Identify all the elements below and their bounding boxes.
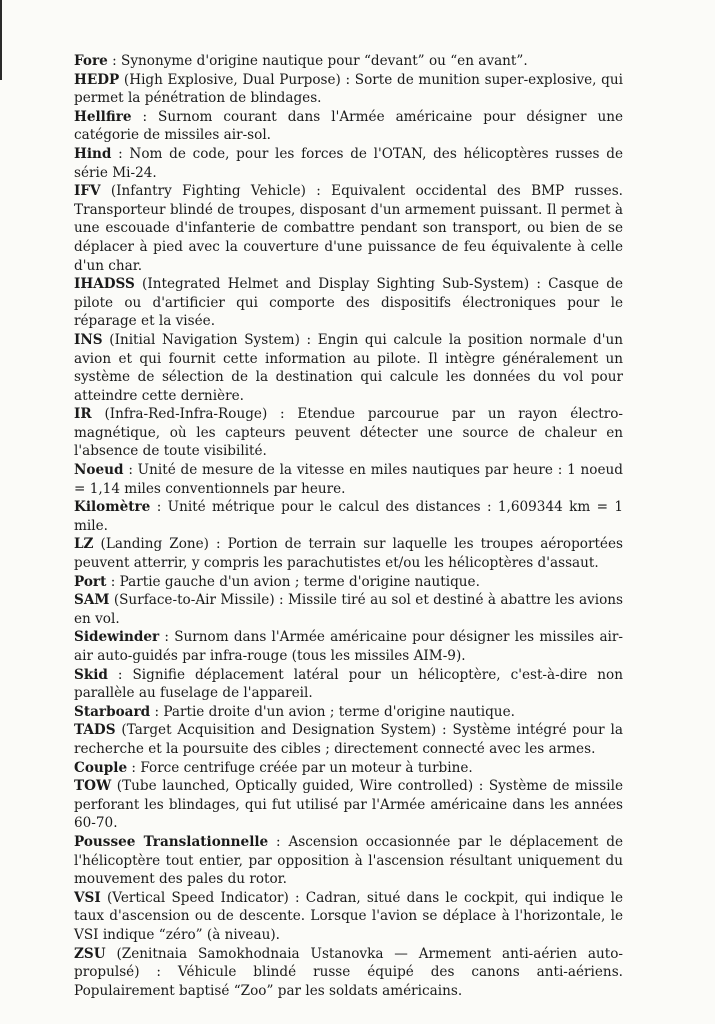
glossary-entry [74, 71, 623, 108]
glossary-definition: : Unité de mesure de la vitesse en miles nautiques par heure : 1 noeud = 1,14 miles conventionnels par heure. [74, 462, 623, 497]
glossary-entry [74, 52, 623, 71]
glossary-term: HEDP [74, 71, 120, 88]
glossary-term: Starboard [74, 703, 151, 720]
glossary-definition: : Nom de code, pour les forces de l'OTAN, des hélicoptères russes de série Mi-24. [74, 145, 623, 181]
glossary-list [74, 52, 623, 1000]
glossary-term: Sidewinder [74, 629, 160, 646]
glossary-entry [74, 591, 623, 628]
glossary-definition: : Unité métrique pour le calcul des distances : 1,609344 km = 1 mile. [74, 499, 623, 534]
glossary-term: IR [74, 406, 92, 423]
glossary-term: IHADSS [74, 276, 135, 293]
glossary-term: VSI [74, 889, 101, 906]
glossary-term: ZSU [74, 945, 106, 962]
page-edge-mark [0, 0, 2, 80]
glossary-definition: : Surnom courant dans l'Armée américaine pour désigner une catégorie de missiles air-sol. [74, 108, 623, 144]
glossary-entry [74, 759, 623, 778]
glossary-definition: (Integrated Helmet and Display Sighting Sub-System) : Casque de pilote ou d'artificier qui comporte des dispositifs électroniques pour le réparage et la visée. [74, 276, 623, 330]
glossary-entry [74, 108, 623, 145]
glossary-term: Noeud [74, 462, 124, 479]
glossary-definition: : Ascension occasionnée par le déplacement de l'hélicoptère tout entier, par opposition à l'ascension résultant uniquement du mouvement des pales du rotor. [74, 833, 623, 888]
glossary-definition: (Surface-to-Air Missile) : Missile tiré au sol et destiné à abattre les avions en vol. [74, 592, 623, 627]
glossary-entry [74, 498, 623, 535]
glossary-entry [74, 703, 623, 722]
glossary-entry [74, 331, 623, 405]
glossary-definition: : Force centrifuge créée par un moteur à turbine. [127, 759, 473, 776]
glossary-term: Fore [74, 53, 108, 69]
glossary-entry [74, 721, 623, 758]
glossary-definition: : Partie gauche d'un avion ; terme d'origine nautique. [106, 573, 480, 590]
glossary-definition: (Infantry Fighting Vehicle) : Equivalent occidental des BMP russes. Transporteur blindé de troupes, disposant d'un armement puissant. Il permet à une escouade d'infanterie de combattre pendant son transport, ou bien de se déplacer à pied avec la couverture d'une puissance de feu équivalente à celle d'un char. [74, 183, 623, 274]
glossary-definition: : Surnom dans l'Armée américaine pour désigner les missiles air-air auto-guidés par infra-rouge (tous les missiles AIM-9). [74, 629, 623, 664]
glossary-term: Port [74, 573, 107, 590]
glossary-term: LZ [74, 536, 94, 553]
glossary-term: Hind [74, 145, 112, 162]
glossary-definition: (Initial Navigation System) : Engin qui calcule la position normale d'un avion et qui fournit cette information au pilote. Il intègre généralement un système de sélection de la destination qui calcule les données du vol pour atteindre cette dernière. [74, 331, 623, 404]
glossary-term: TADS [74, 722, 116, 739]
glossary-term: Skid [74, 666, 108, 683]
glossary-entry [74, 889, 623, 945]
glossary-definition: (High Explosive, Dual Purpose) : Sorte de munition super-explosive, qui permet la pénétration de blindages. [74, 71, 623, 107]
glossary-term: Couple [74, 759, 128, 776]
glossary-definition: (Vertical Speed Indicator) : Cadran, situé dans le cockpit, qui indique le taux d'ascension ou de descente. Lorsque l'avion se déplace à l'horizontale, le VSI indique “zéro” (à niveau). [74, 889, 623, 943]
glossary-term: Kilomètre [74, 499, 151, 516]
glossary-entry [74, 777, 623, 833]
glossary-term: TOW [74, 778, 112, 795]
glossary-entry [74, 535, 623, 572]
glossary-term: Poussee Translationnelle [74, 833, 269, 850]
glossary-entry [74, 628, 623, 665]
glossary-entry [74, 945, 623, 1001]
glossary-term: INS [74, 331, 103, 348]
glossary-entry [74, 182, 623, 275]
glossary-entry [74, 833, 623, 889]
glossary-definition: : Partie droite d'un avion ; terme d'origine nautique. [150, 703, 515, 720]
glossary-entry [74, 405, 623, 461]
glossary-entry [74, 461, 623, 498]
glossary-entry [74, 145, 623, 182]
glossary-definition: : Signifie déplacement latéral pour un hélicoptère, c'est-à-dire non parallèle au fuselage de l'appareil. [74, 666, 623, 702]
glossary-term: SAM [74, 592, 110, 609]
glossary-definition: (Target Acquisition and Designation System) : Système intégré pour la recherche et la poursuite des cibles ; directement connecté avec les armes. [74, 722, 623, 757]
glossary-definition: (Infra-Red-Infra-Rouge) : Etendue parcourue par un rayon électro-magnétique, où les capteurs peuvent détecter une source de chaleur en l'absence de toute visibilité. [74, 406, 623, 460]
glossary-term: Hellfire [74, 108, 132, 125]
glossary-entry [74, 666, 623, 703]
glossary-entry [74, 275, 623, 331]
glossary-definition: (Landing Zone) : Portion de terrain sur laquelle les troupes aéroportées peuvent atterrir, y compris les parachutistes et/ou les hélicoptères d'assaut. [74, 536, 623, 572]
glossary-term: IFV [74, 183, 101, 200]
glossary-entry [74, 573, 623, 592]
glossary-definition: (Zenitnaia Samokhodnaia Ustanovka — Armement anti-aérien auto-propulsé) : Véhicule blindé russe équipé des canons anti-aériens. Populairement baptisé “Zoo” par les soldats américains. [74, 945, 623, 999]
glossary-definition: : Synonyme d'origine nautique pour “devant” ou “en avant”. [107, 53, 528, 69]
glossary-definition: (Tube launched, Optically guided, Wire controlled) : Système de missile perforant les blindages, qui fut utilisé par l'Armée américaine dans les années 60-70. [74, 778, 623, 832]
